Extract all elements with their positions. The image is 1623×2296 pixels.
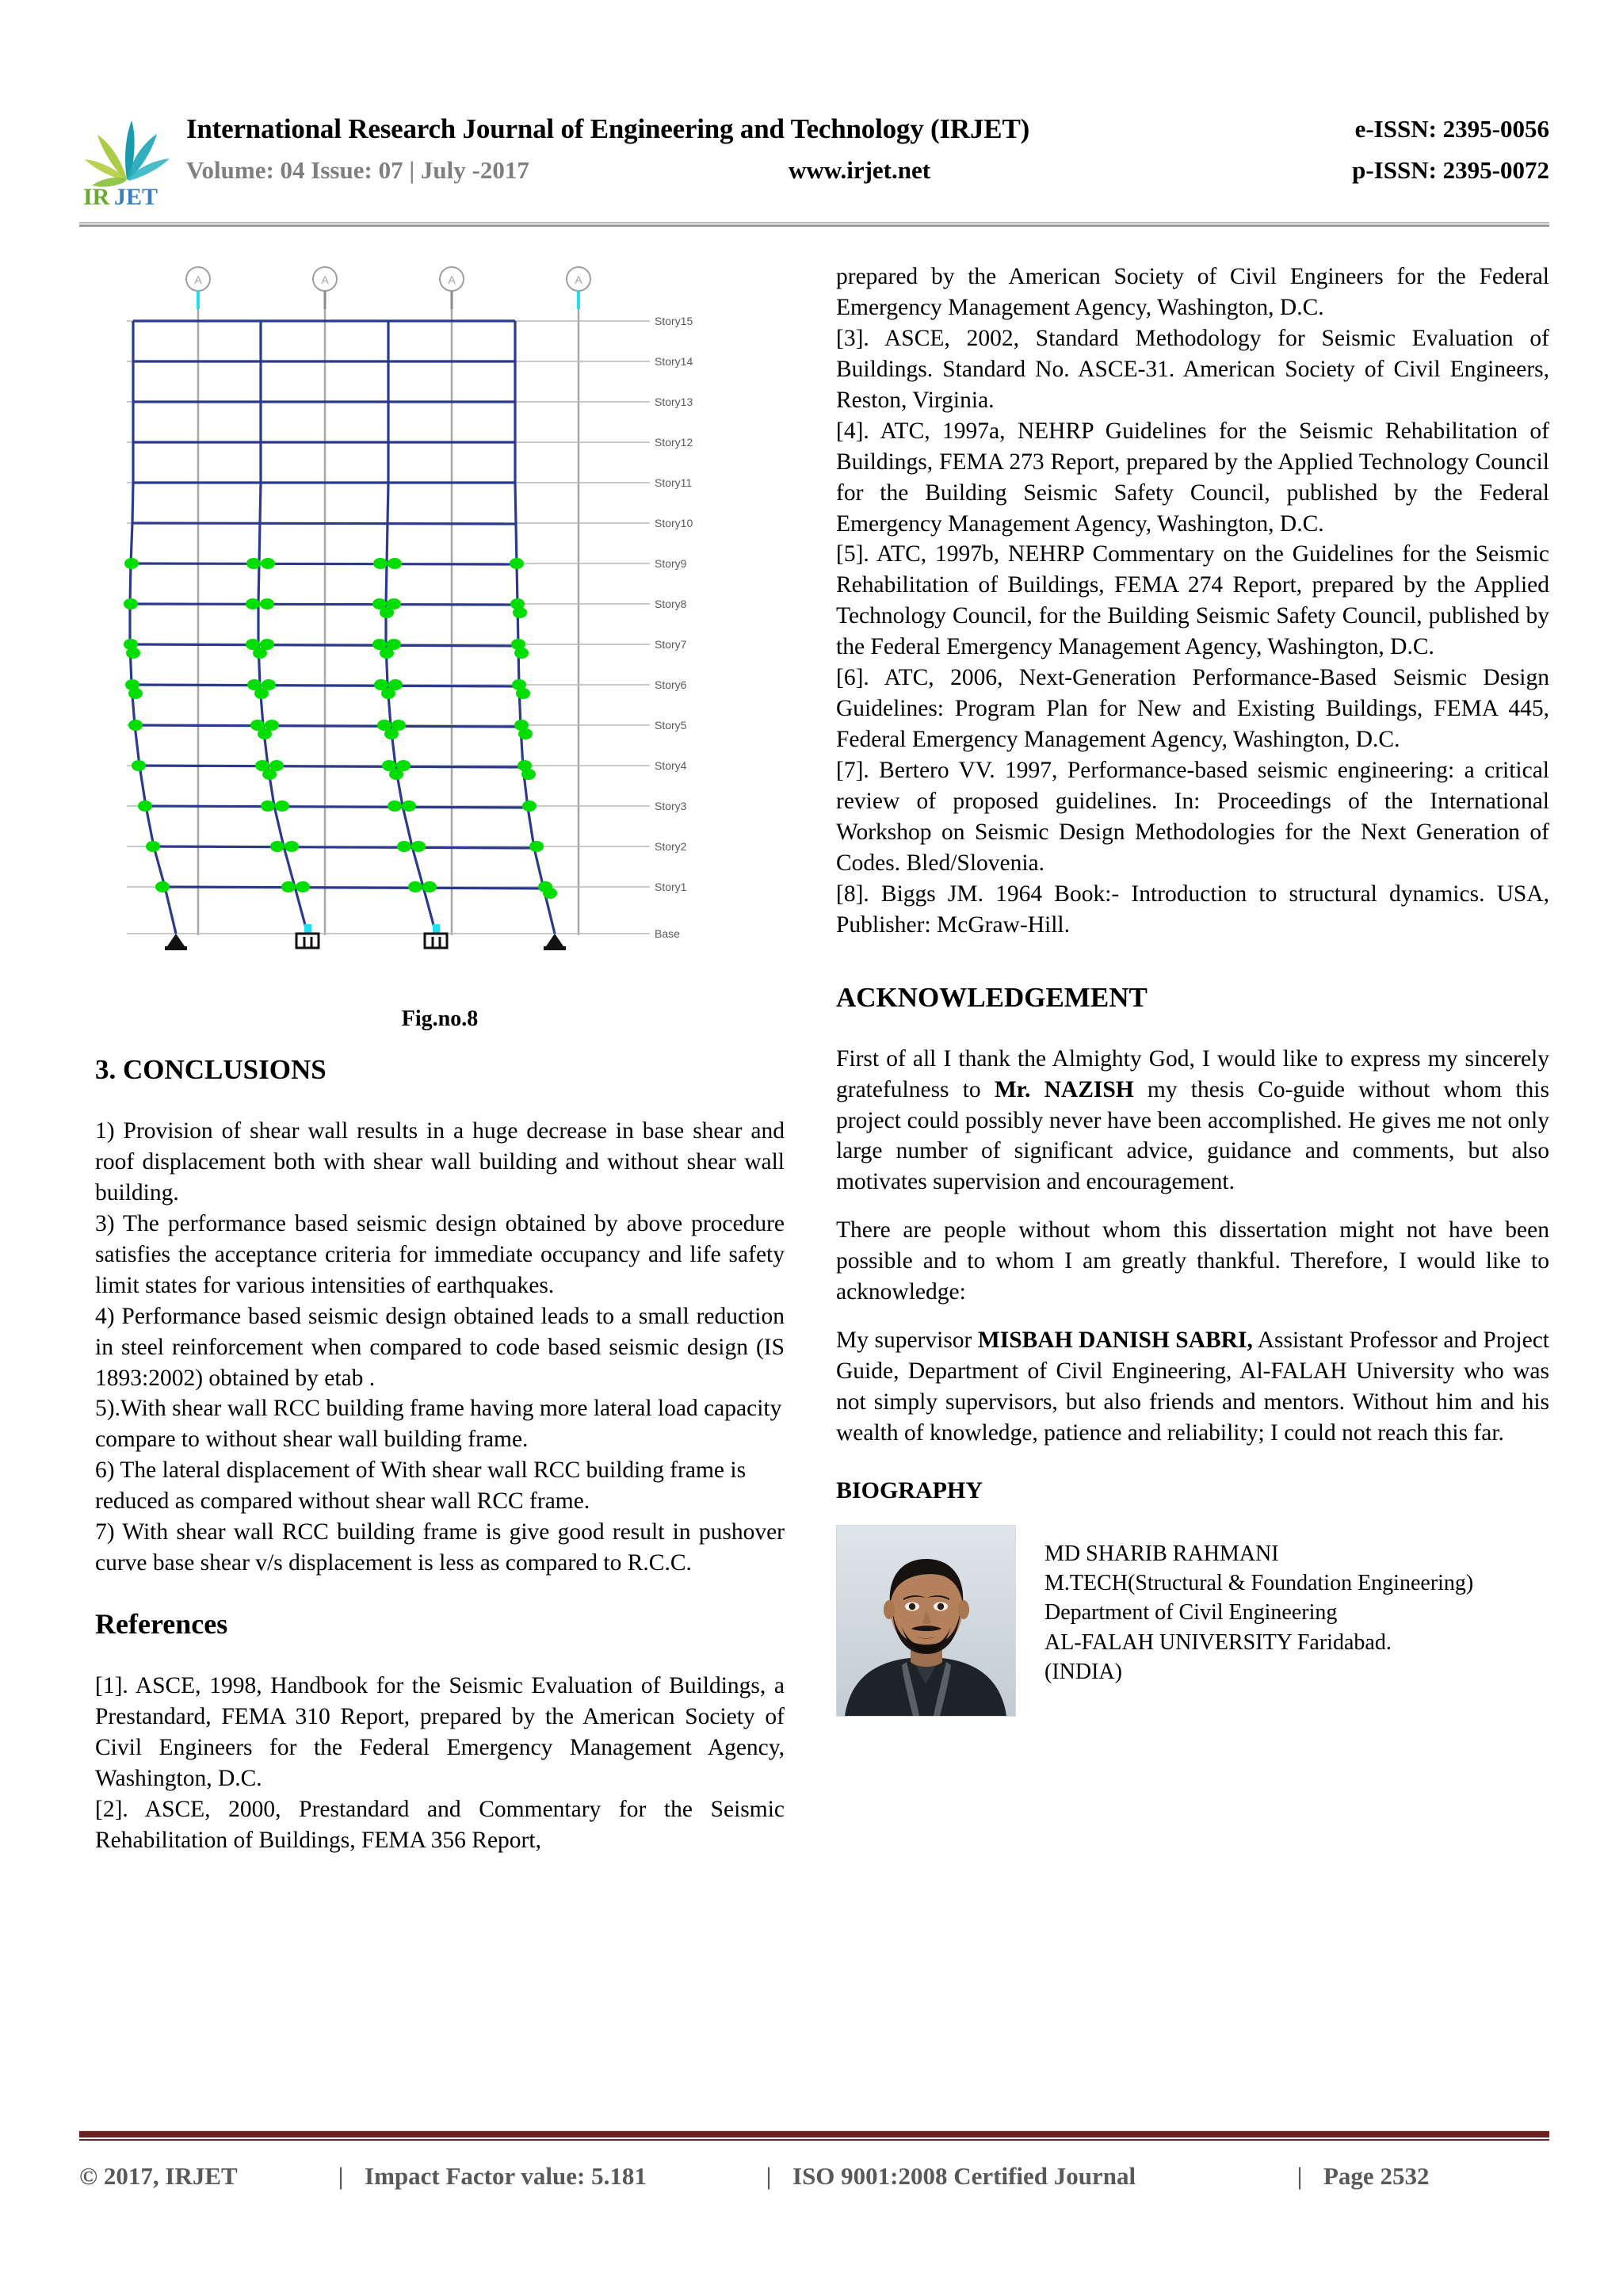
reference-item-4: [4]. ATC, 1997a, NEHRP Guidelines for the Seismic Rehabilitation of Buildings, FEMA 273 Report, prepared by the Applied Technology Council for the Building Seismic Safety Council, published by the Federal Emergency Management Agency, Washington, D.C. bbox=[836, 418, 1549, 537]
biography-text bbox=[1044, 1525, 1473, 1687]
svg-text:Story12: Story12 bbox=[655, 436, 693, 449]
conclusion-item-4: 4) Performance based seismic design obtained leads to a small reduction in steel reinforcement when compared to code based seismic design (IS 1893:2002) obtained by etab . bbox=[95, 1303, 785, 1391]
svg-text:A: A bbox=[194, 273, 202, 286]
reference-item-6: [6]. ATC, 2006, Next-Generation Performance-Based Seismic Design Guidelines: Program Plan for New and Existing Buildings, FEMA 445, Federal Emergency Management Agency, Washington, D.C. bbox=[836, 665, 1549, 753]
acknowledgement-paragraph-2: There are people without whom this dissertation might not have been possible and to whom I am greatly thankful. Therefore, I would like to acknowledge: bbox=[836, 1217, 1549, 1305]
page-footer bbox=[79, 2130, 1549, 2191]
logo-jet-text: JET bbox=[114, 184, 158, 210]
svg-text:Story10: Story10 bbox=[655, 517, 693, 529]
biography-heading: BIOGRAPHY bbox=[836, 1477, 983, 1503]
svg-text:A: A bbox=[575, 273, 582, 286]
journal-url[interactable]: www.irjet.net bbox=[789, 156, 931, 184]
left-column bbox=[95, 262, 785, 1856]
ack-p1-after: my thesis Co-guide without whom this project could possibly never have been accomplished. He gives me not only large number of significant advice, guidance and comments, but also motivates supervision and encouragement. bbox=[836, 1076, 1549, 1195]
svg-text:Story1: Story1 bbox=[655, 881, 687, 893]
svg-text:A: A bbox=[448, 273, 456, 286]
reference-item-7: [7]. Bertero VV. 1997, Performance-based seismic engineering: a critical review of proposed guidelines. In: Proceedings of the International Workshop on Seismic Design Methodologies for the Next Generation of Codes. Bled/Slovenia. bbox=[836, 758, 1549, 876]
logo-ir-text: IR bbox=[83, 184, 110, 210]
etabs-pushover-frame-diagram bbox=[95, 262, 785, 999]
acknowledgement-heading: ACKNOWLEDGEMENT bbox=[836, 981, 1148, 1013]
acknowledgement-paragraph-3 bbox=[836, 1325, 1549, 1449]
header-divider bbox=[79, 222, 1549, 227]
author-portrait-image bbox=[837, 1526, 1015, 1716]
ack-supervisor-name: MISBAH DANISH SABRI, bbox=[977, 1328, 1253, 1354]
reference-item-1: [1]. ASCE, 1998, Handbook for the Seismic Evaluation of Buildings, a Prestandard, FEMA 310 Report, prepared by the American Society of Civil Engineers for the Federal Emergency Management Agency, Washington, D.C. bbox=[95, 1673, 785, 1791]
bio-name: MD SHARIB RAHMANI bbox=[1044, 1541, 1279, 1566]
figure-caption: Fig.no.8 bbox=[401, 1007, 479, 1031]
reference-item-8: [8]. Biggs JM. 1964 Book:- Introduction to structural dynamics. USA, Publisher: McGraw-Hill. bbox=[836, 881, 1549, 938]
svg-text:Story13: Story13 bbox=[655, 395, 693, 408]
bio-university: AL-FALAH UNIVERSITY Faridabad. bbox=[1044, 1629, 1392, 1655]
bio-department: Department of Civil Engineering bbox=[1044, 1600, 1338, 1626]
references-heading: References bbox=[95, 1608, 228, 1641]
bio-country: (INDIA) bbox=[1044, 1659, 1122, 1684]
svg-text:Story3: Story3 bbox=[655, 800, 687, 812]
reference-item-3: [3]. ASCE, 2002, Standard Methodology for Seismic Evaluation of Buildings. Standard No. ASCE-31. American Society of Civil Engineers, Reston, Virginia. bbox=[836, 325, 1549, 413]
reference-item-2: [2]. ASCE, 2000, Prestandard and Commentary for the Seismic Rehabilitation of Buildings, FEMA 356 Report, bbox=[95, 1796, 785, 1853]
base-supports bbox=[165, 924, 566, 950]
journal-title: International Research Journal of Engineering and Technology (IRJET) bbox=[186, 113, 1030, 144]
svg-text:Story7: Story7 bbox=[655, 638, 687, 651]
footer-separator-1: | bbox=[338, 2162, 344, 2190]
story-labels bbox=[655, 315, 693, 940]
acknowledgement-paragraph-1 bbox=[836, 1044, 1549, 1198]
svg-text:Base: Base bbox=[655, 927, 680, 940]
volume-issue: Volume: 04 Issue: 07 | July -2017 bbox=[186, 156, 529, 184]
svg-text:Story14: Story14 bbox=[655, 355, 693, 368]
reference-item-5: [5]. ATC, 1997b, NEHRP Commentary on the Guidelines for the Seismic Rehabilitation of Buildings, FEMA 274 Report, prepared by the Applied Technology Council, for the Building Seismic Safety Council, published by the Federal Emergency Management Agency, Washington, D.C. bbox=[836, 541, 1549, 660]
biography-row bbox=[836, 1525, 1549, 1717]
author-photo bbox=[836, 1525, 1016, 1717]
frame-columns bbox=[130, 321, 555, 934]
svg-text:Story9: Story9 bbox=[655, 557, 687, 570]
svg-text:Story15: Story15 bbox=[655, 315, 693, 327]
footer-iso-certification: ISO 9001:2008 Certified Journal bbox=[792, 2162, 1136, 2190]
footer-separator-2: | bbox=[766, 2162, 772, 2190]
svg-text:Story6: Story6 bbox=[655, 678, 687, 691]
ack-p1-before: First of all I thank the Almighty God, I would like to express my sincerely gratefulness to bbox=[836, 1045, 1549, 1102]
header-row-top bbox=[186, 113, 1549, 155]
e-issn: e-ISSN: 2395-0056 bbox=[1354, 115, 1549, 143]
svg-text:Story2: Story2 bbox=[655, 840, 687, 853]
footer-impact-factor: Impact Factor value: 5.181 bbox=[365, 2162, 647, 2190]
ack-co-guide-name: Mr. NAZISH bbox=[994, 1076, 1134, 1102]
conclusion-item-5: 5).With shear wall RCC building frame having more lateral load capacity compare to without shear wall building frame. bbox=[95, 1396, 782, 1453]
footer-divider bbox=[79, 2130, 1549, 2143]
svg-text:Story11: Story11 bbox=[655, 476, 693, 489]
conclusion-item-6: 6) The lateral displacement of With shear wall RCC building frame is reduced as compared without shear wall RCC frame. bbox=[95, 1457, 747, 1515]
p-issn: p-ISSN: 2395-0072 bbox=[1352, 156, 1549, 184]
reference-item-2-continuation: prepared by the American Society of Civil Engineers for the Federal Emergency Management Agency, Washington, D.C. bbox=[836, 264, 1549, 320]
irjet-logo-icon bbox=[79, 111, 174, 210]
bio-degree: M.TECH(Structural & Foundation Engineering) bbox=[1044, 1571, 1474, 1596]
svg-text:Story4: Story4 bbox=[655, 759, 687, 772]
conclusion-item-1: 1) Provision of shear wall results in a huge decrease in base shear and roof displacement both with shear wall building and without shear wall building. bbox=[95, 1118, 785, 1205]
conclusion-item-7: 7) With shear wall RCC building frame is give good result in pushover curve base shear v/s displacement is less as compared to R.C.C. bbox=[95, 1519, 785, 1576]
page-header bbox=[79, 107, 1549, 230]
ack-p3-before: My supervisor bbox=[836, 1328, 978, 1354]
figure-8 bbox=[95, 262, 785, 1054]
footer-copyright: © 2017, IRJET bbox=[79, 2162, 238, 2190]
irjet-logo bbox=[79, 111, 174, 210]
svg-text:Story5: Story5 bbox=[655, 719, 687, 732]
svg-text:A: A bbox=[321, 273, 329, 286]
grid-bubbles bbox=[186, 267, 590, 309]
footer-separator-3: | bbox=[1296, 2162, 1303, 2190]
svg-text:Story8: Story8 bbox=[655, 598, 687, 610]
conclusion-item-3: 3) The performance based seismic design obtained by above procedure satisfies the acceptance criteria for immediate occupancy and life safety limit states for various intensities of earthquakes. bbox=[95, 1210, 785, 1298]
frame-beams bbox=[130, 321, 544, 888]
right-column bbox=[836, 262, 1549, 1717]
conclusions-heading: 3. CONCLUSIONS bbox=[95, 1054, 327, 1085]
footer-row bbox=[79, 2162, 1549, 2191]
ack-p3-after: Assistant Professor and Project Guide, Department of Civil Engineering, Al-FALAH University who was not simply supervisors, but also friends and mentors. Without him and his wealth of knowledge, patience and reliability; I could not reach this far. bbox=[836, 1328, 1549, 1446]
header-row-bottom bbox=[186, 156, 1549, 196]
footer-page-number: Page 2532 bbox=[1323, 2162, 1430, 2190]
